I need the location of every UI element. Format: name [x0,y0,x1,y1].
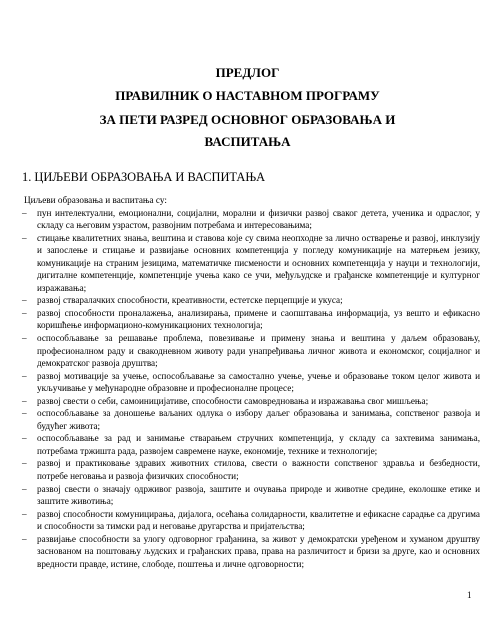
list-item-text: развој свести о значају одрживог развоја, заштите и очувања природе и животне средине, еколошке етике и заштите животиња; [37,483,480,507]
list-item-text: развој стваралачких способности, креативности, естетске перцепције и укуса; [37,295,343,306]
intro-text: Циљеви образовања и васпитања су: [24,195,167,205]
list-item-text: развој способности проналажења, анализирања, примене и саопштавања информација, уз вешто и ефикасно коришћење информационо-комуникационих технологија; [37,307,480,331]
list-item [22,207,480,232]
list-item-text: оспособљавање за решавање проблема, повезивање и примену знања и вештина у даљем образовању, професионалном раду и свакодневном животу ради унапређивања личног живота и економског, социјалног и демократског развоја друштва; [37,333,480,369]
list-item [22,508,480,533]
list-item [22,533,480,571]
list-item-text: стицање квалитетних знања, вештина и ставова које су свима неопходне за лично остварење и развој, инклузију и запослење и стицање и развијање основних компетенција у погледу комуникације на матерњем језику, комуникације на страним језицима, математичке писмености и основних компетенција у науци и технологији, дигиталне компетенције, компетенције учења како се учи, међуљудске и грађанске компетенције и културног изражавања; [37,232,480,293]
list-item-text: оспособљавање за доношење ваљаних одлука о избору даљег образовања и занимања, сопственог развоја и будућег живота; [37,408,480,431]
title-line-3: ЗА ПЕТИ РАЗРЕД ОСНОВНОГ ОБРАЗОВАЊА И [99,112,396,127]
bullet-dash: – [22,458,27,469]
list-item-text: оспособљавање за рад и занимање стварањем стручних компетенција, у складу са захтевима занимања, потребама тржишта рада, развојем савремене науке, економије, технике и технологије; [37,433,480,456]
title-line-4: ВАСПИТАЊА [204,134,291,149]
list-item-text: развој свести о себи, самоиницијативе, способности самовредновања и изражавања свог мишљења; [37,395,429,406]
bullet-dash: – [22,408,27,419]
list-item-text: развој способности комуницирања, дијалога, осећања солидарности, квалитетне и ефикасне сарадње са другима и способности за тимски рад и неговање другарства и пријатељства; [37,508,480,532]
bullet-dash: – [22,508,27,519]
list-item [22,407,480,432]
bullet-dash: – [22,395,27,406]
bullet-dash: – [22,232,27,243]
list-item-text: пун интелектуални, емоционални, социјални, морални и физички развој сваког детета, ученика и одраслог, у складу са његовим узрастом, развојним потребама и интересовањима; [37,207,480,231]
goals-section [22,194,480,570]
section-heading: 1. ЦИЉЕВИ ОБРАЗОВАЊА И ВАСПИТАЊА [22,170,266,184]
list-item [22,483,480,508]
list-item [22,432,480,457]
bullet-dash: – [22,483,27,494]
title-line-2: ПРАВИЛНИК О НАСТАВНОМ ПРОГРАМУ [115,88,380,103]
list-item [22,232,480,295]
goals-list [22,207,480,571]
document-title [0,62,495,153]
list-item [22,457,480,482]
list-item [22,395,480,408]
page-number: 1 [467,590,472,600]
list-item [22,370,480,395]
title-line-1: ПРЕДЛОГ [215,65,280,80]
bullet-dash: – [22,333,27,344]
bullet-dash: – [22,533,27,544]
bullet-dash: – [22,433,27,444]
list-item-text: развој мотивације за учење, оспособљавање за самостално учење, учење и образовање током целог живота и укључивање у међународне образовне и професионалне процесе; [37,370,480,394]
list-item [22,294,480,307]
bullet-dash: – [22,295,27,306]
list-item [22,307,480,332]
list-item-text: развој и практиковање здравих животних стилова, свести о важности сопственог здравља и безбедности, потребе неговања и развоја физичких способности; [37,458,480,482]
bullet-dash: – [22,207,27,218]
list-item [22,332,480,370]
list-item-text: развијање способности за улогу одговорног грађанина, за живот у демократски уређеном и хуманом друштву заснованом на поштовању људских и грађанских права, права на различитост и бризи за друге, као и основних вредности правде, истине, слободе, поштења и личне одговорности; [37,533,480,569]
bullet-dash: – [22,370,27,381]
bullet-dash: – [22,307,27,318]
